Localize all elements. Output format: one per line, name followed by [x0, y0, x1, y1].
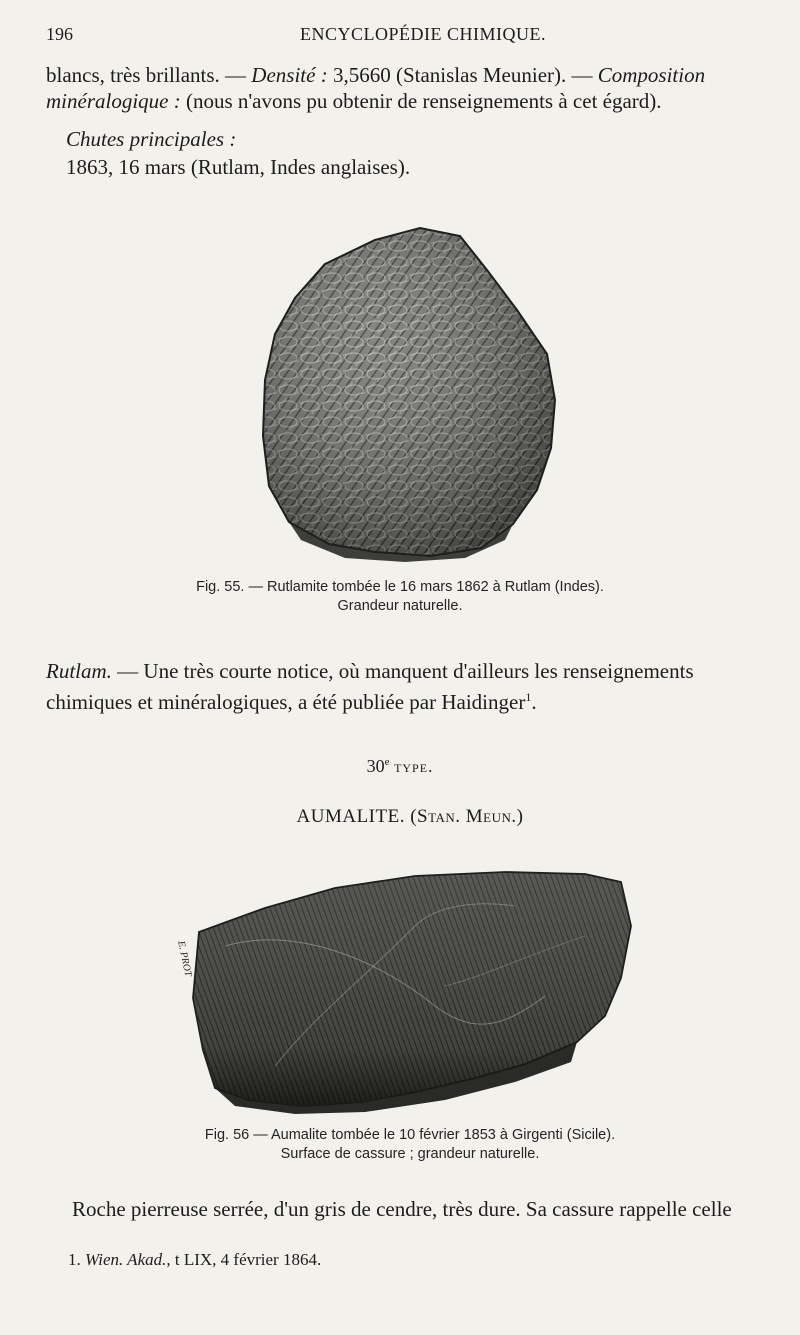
footnote-source: Wien. Akad.	[85, 1250, 167, 1269]
text-run: — Une très courte notice, où manquent d'ailleurs les renseignements	[111, 659, 694, 683]
text-run: blancs, très brillants. —	[46, 63, 252, 87]
paragraph-aumalite-description: Roche pierreuse serrée, d'un gris de cendre, très dure. Sa cassure rappelle celle	[72, 1197, 732, 1221]
type-number: 30	[366, 756, 385, 776]
footnote-text: , t LIX, 4 février 1864.	[166, 1250, 322, 1269]
footnote	[68, 1250, 321, 1270]
text-run: .	[531, 690, 537, 714]
paragraph-line	[46, 62, 762, 88]
paragraph-density	[46, 62, 762, 114]
running-title: ENCYCLOPÉDIE CHIMIQUE.	[300, 24, 546, 44]
type-word: type.	[394, 757, 434, 776]
italic-term: Densité :	[251, 63, 328, 87]
type-heading	[0, 756, 800, 777]
caption-line: Grandeur naturelle.	[337, 598, 463, 614]
chutes-item: 1863, 16 mars (Rutlam, Indes anglaises).	[66, 155, 411, 179]
chutes-heading: Chutes principales :	[66, 127, 237, 151]
figure-55-rutlamite-illustration	[255, 222, 567, 564]
footnote-number: 1.	[68, 1250, 81, 1269]
caption-line: Fig. 55. — Rutlamite tombée le 16 mars 1862 à Rutlam (Indes).	[196, 579, 604, 595]
page-number: 196	[46, 24, 73, 44]
paragraph-line	[46, 658, 766, 684]
caption-line: Fig. 56 — Aumalite tombée le 10 février 1853 à Girgenti (Sicile).	[204, 1127, 616, 1143]
text-run: (nous n'avons pu obtenir de renseignements à cet égard).	[180, 89, 662, 113]
figure-55-caption	[100, 578, 700, 616]
footnote-marker: 1	[525, 690, 532, 704]
italic-term: Rutlam.	[46, 659, 112, 683]
figure-56-caption	[110, 1126, 710, 1164]
mineral-title: AUMALITE.	[296, 806, 405, 827]
text-run: 3,5660 (Stanislas Meunier). —	[327, 63, 598, 87]
italic-term: Composition	[597, 63, 706, 87]
paragraph-rutlam	[46, 658, 766, 715]
italic-term: minéralogique :	[46, 89, 181, 113]
text-run: chimiques et minéralogiques, a été publiée par Haidinger	[46, 690, 526, 714]
paragraph-line	[46, 88, 762, 114]
caption-line: Surface de cassure ; grandeur naturelle.	[280, 1146, 540, 1162]
mineral-attribution: (Stan. Meun.)	[410, 806, 524, 827]
aumalite-heading	[0, 806, 800, 828]
figure-56-aumalite-illustration	[185, 866, 635, 1114]
paragraph-line	[46, 684, 766, 715]
type-superscript: e	[384, 756, 390, 768]
engraver-signature: E. PROT	[175, 940, 194, 978]
